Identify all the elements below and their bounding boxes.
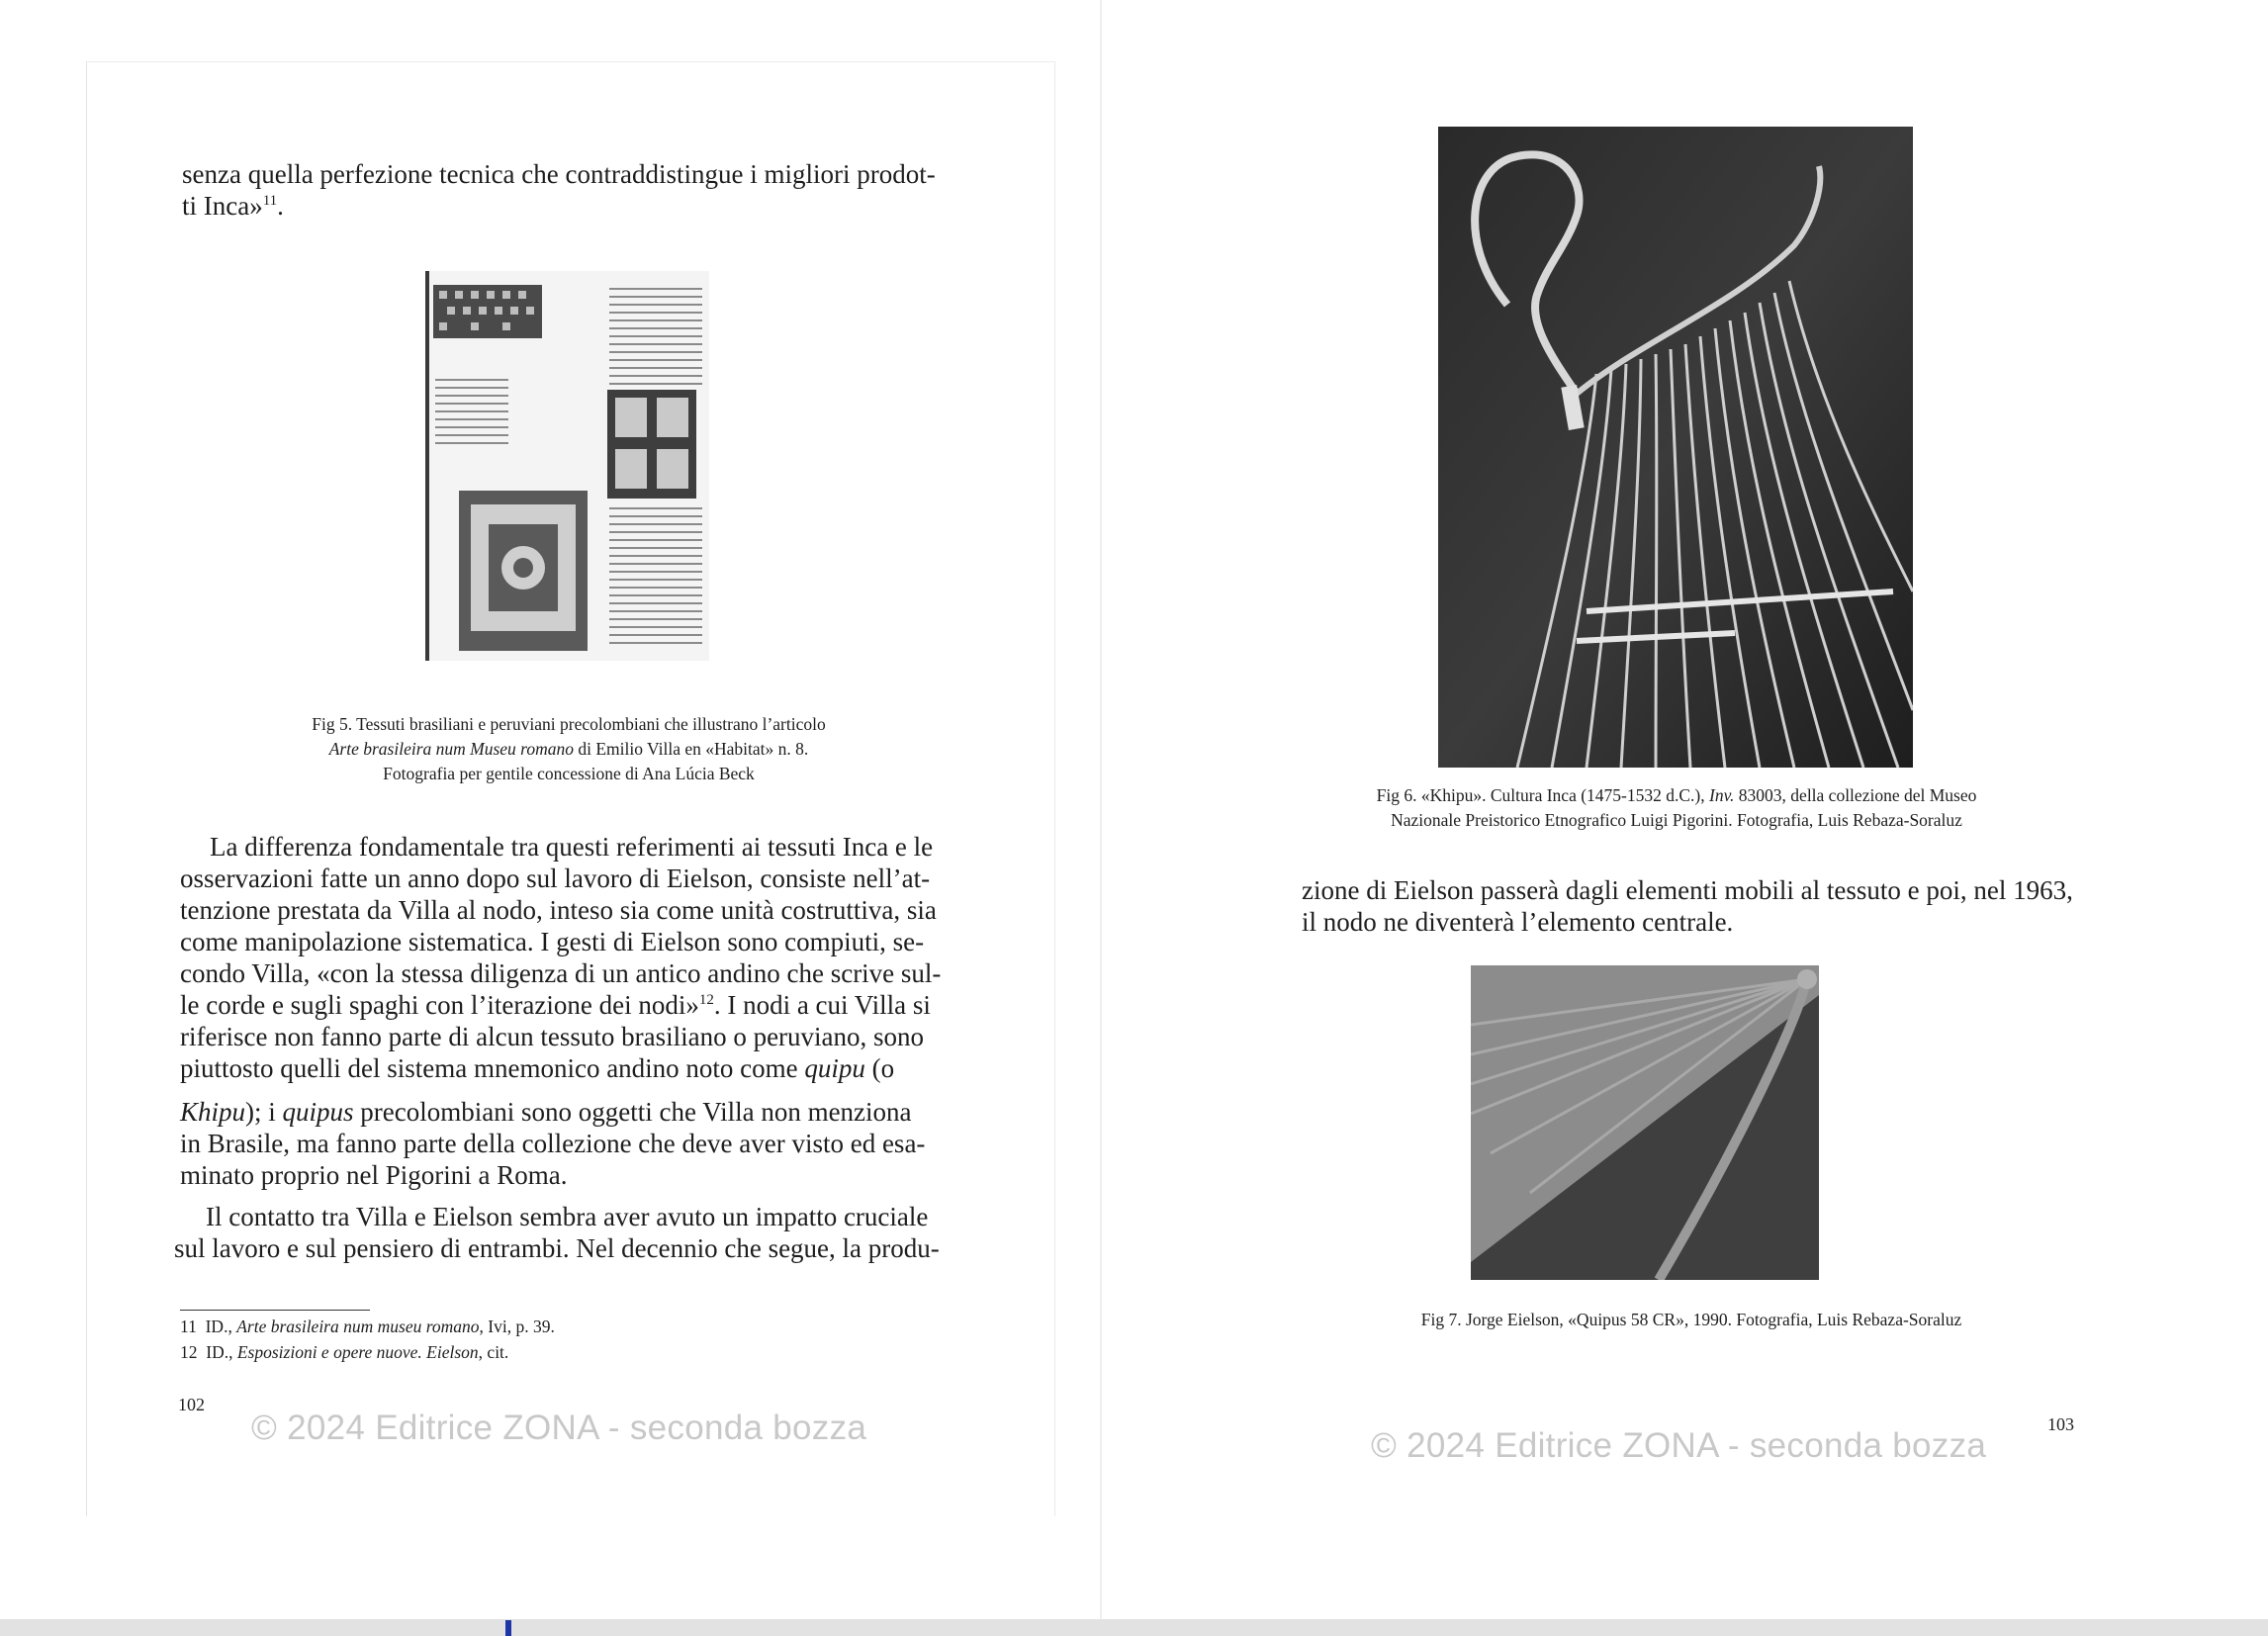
text-line: zione di Eielson passerà dagli elementi mobili al tessuto e poi, nel 1963,	[1302, 875, 2073, 905]
caption-italic: Inv.	[1709, 785, 1735, 805]
text-line: in Brasile, ma fanno parte della collezione che deve aver visto ed esa-	[180, 1129, 926, 1158]
figure-7-caption: Fig 7. Jorge Eielson, «Quipus 58 CR», 1990. Fotografia, Luis Rebaza-Soraluz	[1420, 1310, 1962, 1329]
text-line: come manipolazione sistematica. I gesti di Eielson sono compiuti, se-	[180, 927, 925, 956]
paragraph-1	[180, 831, 957, 1191]
footnote-text: ID.,	[206, 1342, 237, 1362]
caption-fragment: Fig 6. «Khipu». Cultura Inca (1475-1532 d.C.),	[1376, 785, 1709, 805]
text-line: il nodo ne diventerà l’elemento centrale.	[1302, 907, 1734, 937]
text-line	[180, 989, 957, 1021]
right-paragraph	[1302, 874, 2083, 938]
text-fragment: piuttosto quelli del sistema mnemonico andino noto come	[180, 1053, 805, 1083]
scan-bottom-edge	[0, 1619, 2268, 1636]
text-fragment: ); i	[245, 1097, 283, 1127]
top-paragraph	[182, 158, 961, 222]
caption-fragment: di Emilio Villa en «Habitat» n. 8.	[573, 739, 809, 759]
figure-5-image	[425, 271, 709, 661]
footnote-12	[180, 1339, 952, 1365]
text-line: riferisce non fanno parte di alcun tessuto brasiliano o peruviano, sono	[180, 1022, 925, 1051]
text-fragment: (o	[864, 1053, 895, 1083]
caption-line	[168, 737, 969, 762]
caption-line: Fig 5. Tessuti brasiliani e peruviani precolombiani che illustrano l’articolo	[312, 714, 826, 734]
text-fragment: precolombiani sono oggetti che Villa non menziona	[353, 1097, 912, 1127]
text-line: minato proprio nel Pigorini a Roma.	[180, 1160, 568, 1190]
text-line: sul lavoro e sul pensiero di entrambi. Nel decennio che segue, la produ-	[174, 1233, 940, 1263]
text-fragment: le corde e sugli spaghi con l’iterazione dei nodi»	[180, 990, 699, 1020]
text-fragment: .	[277, 191, 284, 221]
text-line: tenzione prestata da Villa al nodo, inteso sia come unità costruttiva, sia	[180, 895, 937, 925]
text-line: Il contatto tra Villa e Eielson sembra aver avuto un impatto cruciale	[206, 1202, 929, 1231]
footnote-ref-12[interactable]: 12	[698, 992, 714, 1008]
caption-title-italic: Arte brasileira num Museu romano	[328, 739, 574, 759]
khipu-photo-icon	[1438, 127, 1913, 768]
text-fragment: . I nodi a cui Villa si	[713, 990, 931, 1020]
italic-term: Khipu	[180, 1097, 246, 1127]
figure-6-caption	[1306, 783, 2047, 833]
figure-6-image	[1438, 127, 1913, 768]
magazine-spread-icon	[429, 271, 709, 661]
caption-line: Nazionale Preistorico Etnografico Luigi Pigorini. Fotografia, Luis Rebaza-Soraluz	[1391, 810, 1962, 830]
text-fragment: ti Inca»	[182, 191, 263, 221]
text-line: La differenza fondamentale tra questi referimenti ai tessuti Inca e le	[210, 832, 934, 862]
footnote-number: 12	[180, 1342, 198, 1362]
watermark-left: © 2024 Editrice ZONA - seconda bozza	[251, 1409, 867, 1447]
footnote-number: 11	[180, 1317, 197, 1336]
text-line	[180, 1096, 957, 1128]
caption-fragment: 83003, della collezione del Museo	[1734, 785, 1977, 805]
text-line: senza quella perfezione tecnica che contraddistingue i migliori prodot-	[182, 159, 936, 189]
quipus-artwork-icon	[1471, 965, 1819, 1280]
figure-5-caption	[168, 712, 969, 786]
text-line: condo Villa, «con la stessa diligenza di un antico andino che scrive sul-	[180, 958, 942, 988]
footnote-text: , cit.	[478, 1342, 509, 1362]
watermark-right: © 2024 Editrice ZONA - seconda bozza	[1371, 1426, 1987, 1465]
footnote-ref-11[interactable]: 11	[262, 193, 278, 209]
caption-line: Fotografia per gentile concessione di Ana Lúcia Beck	[383, 764, 755, 783]
paragraph-2	[174, 1201, 957, 1264]
page-number-left: 102	[178, 1395, 205, 1414]
caption-line	[1306, 783, 2047, 808]
text-line: osservazioni fatte un anno dopo sul lavoro di Eielson, consiste nell’at-	[180, 863, 931, 893]
footnote-title-italic: Esposizioni e opere nuove. Eielson	[236, 1342, 479, 1362]
text-line	[182, 190, 961, 222]
italic-term: quipu	[804, 1053, 865, 1083]
footnote-title-italic: Arte brasileira num museu romano	[236, 1317, 480, 1336]
footnote-rule	[180, 1310, 370, 1311]
footnote-text: , Ivi, p. 39.	[479, 1317, 555, 1336]
page-number-right: 103	[2047, 1414, 2074, 1434]
figure-7-image	[1471, 965, 1819, 1280]
footnote-text: ID.,	[205, 1317, 237, 1336]
footnote-11	[180, 1314, 952, 1339]
text-line	[180, 1052, 957, 1084]
italic-term: quipus	[282, 1097, 354, 1127]
scan-marker	[505, 1620, 511, 1636]
